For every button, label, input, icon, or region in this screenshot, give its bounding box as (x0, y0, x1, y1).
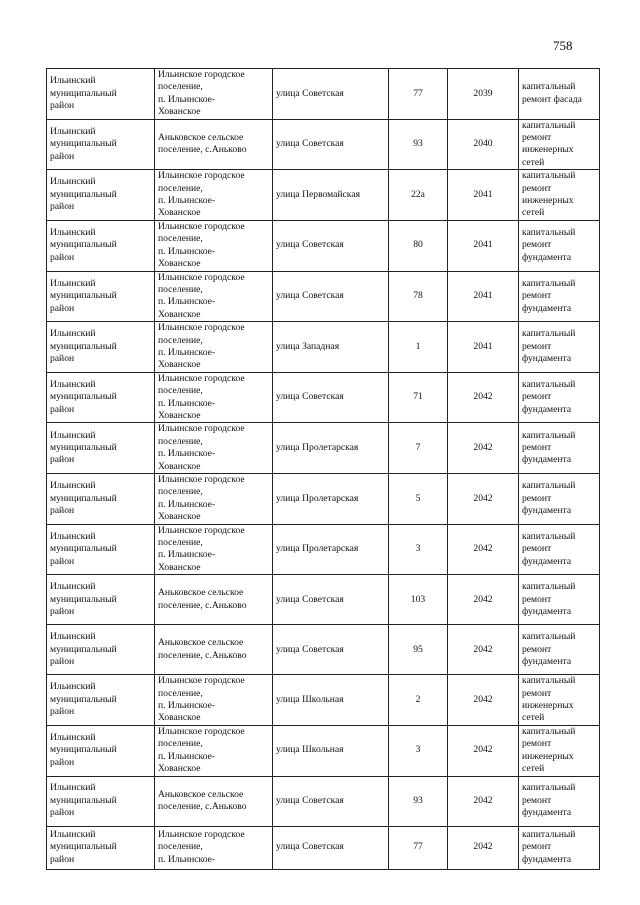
district-cell: Ильинский муниципальный район (47, 474, 155, 525)
year-cell: 2041 (448, 170, 519, 221)
street-cell: улица Западная (273, 322, 389, 373)
year-cell: 2042 (448, 372, 519, 423)
table-row (47, 322, 600, 373)
street-cell: улица Советская (273, 372, 389, 423)
settlement-cell: Аньковское сельское поселение, с.Аньково (155, 776, 273, 826)
year-cell: 2042 (448, 776, 519, 826)
work-type-cell: капитальный ремонт фундамента (519, 524, 600, 575)
table-row (47, 474, 600, 525)
settlement-cell: Ильинское городское поселение, п. Ильинское- Хованское (155, 423, 273, 474)
house-cell: 93 (389, 119, 448, 170)
district-cell: Ильинский муниципальный район (47, 322, 155, 373)
house-cell: 77 (389, 826, 448, 869)
street-cell: улица Первомайская (273, 170, 389, 221)
work-type-cell: капитальный ремонт фундамента (519, 220, 600, 271)
work-type-cell: капитальный ремонт инженерных сетей (519, 675, 600, 726)
table-row (47, 826, 600, 869)
work-type-cell: капитальный ремонт фундамента (519, 575, 600, 625)
table-row (47, 170, 600, 221)
district-cell: Ильинский муниципальный район (47, 524, 155, 575)
year-cell: 2042 (448, 675, 519, 726)
street-cell: улица Советская (273, 271, 389, 322)
table-row (47, 119, 600, 170)
district-cell: Ильинский муниципальный район (47, 776, 155, 826)
house-cell: 80 (389, 220, 448, 271)
district-cell: Ильинский муниципальный район (47, 271, 155, 322)
settlement-cell: Аньковское сельское поселение, с.Аньково (155, 119, 273, 170)
street-cell: улица Советская (273, 826, 389, 869)
settlement-cell: Аньковское сельское поселение, с.Аньково (155, 575, 273, 625)
district-cell: Ильинский муниципальный район (47, 423, 155, 474)
work-type-cell: капитальный ремонт фундамента (519, 474, 600, 525)
street-cell: улица Школьная (273, 675, 389, 726)
street-cell: улица Советская (273, 220, 389, 271)
year-cell: 2042 (448, 625, 519, 675)
street-cell: улица Пролетарская (273, 474, 389, 525)
repair-schedule-table (46, 68, 600, 870)
house-cell: 95 (389, 625, 448, 675)
settlement-cell: Ильинское городское поселение, п. Ильинское- Хованское (155, 372, 273, 423)
work-type-cell: капитальный ремонт инженерных сетей (519, 725, 600, 776)
work-type-cell: капитальный ремонт фундамента (519, 625, 600, 675)
work-type-cell: капитальный ремонт фундамента (519, 423, 600, 474)
house-cell: 71 (389, 372, 448, 423)
work-type-cell: капитальный ремонт фундамента (519, 271, 600, 322)
house-cell: 3 (389, 524, 448, 575)
settlement-cell: Ильинское городское поселение, п. Ильинское- Хованское (155, 524, 273, 575)
table-row (47, 575, 600, 625)
district-cell: Ильинский муниципальный район (47, 119, 155, 170)
year-cell: 2039 (448, 69, 519, 120)
street-cell: улица Пролетарская (273, 423, 389, 474)
settlement-cell: Ильинское городское поселение, п. Ильинское- Хованское (155, 69, 273, 120)
table-row (47, 625, 600, 675)
work-type-cell: капитальный ремонт фундамента (519, 776, 600, 826)
street-cell: улица Советская (273, 119, 389, 170)
year-cell: 2042 (448, 474, 519, 525)
work-type-cell: капитальный ремонт фундамента (519, 826, 600, 869)
settlement-cell: Ильинское городское поселение, п. Ильинское- Хованское (155, 220, 273, 271)
table-row (47, 423, 600, 474)
work-type-cell: капитальный ремонт инженерных сетей (519, 119, 600, 170)
street-cell: улица Советская (273, 69, 389, 120)
settlement-cell: Аньковское сельское поселение, с.Аньково (155, 625, 273, 675)
house-cell: 78 (389, 271, 448, 322)
settlement-cell: Ильинское городское поселение, п. Ильинское- Хованское (155, 474, 273, 525)
district-cell: Ильинский муниципальный район (47, 69, 155, 120)
settlement-cell: Ильинское городское поселение, п. Ильинское- Хованское (155, 725, 273, 776)
year-cell: 2042 (448, 826, 519, 869)
work-type-cell: капитальный ремонт фасада (519, 69, 600, 120)
year-cell: 2042 (448, 524, 519, 575)
table-row (47, 271, 600, 322)
house-cell: 103 (389, 575, 448, 625)
year-cell: 2042 (448, 423, 519, 474)
settlement-cell: Ильинское городское поселение, п. Ильинское- Хованское (155, 675, 273, 726)
settlement-cell: Ильинское городское поселение, п. Ильинское- (155, 826, 273, 869)
table-row (47, 725, 600, 776)
street-cell: улица Школьная (273, 725, 389, 776)
street-cell: улица Советская (273, 575, 389, 625)
district-cell: Ильинский муниципальный район (47, 220, 155, 271)
table-row (47, 220, 600, 271)
district-cell: Ильинский муниципальный район (47, 170, 155, 221)
house-cell: 5 (389, 474, 448, 525)
year-cell: 2041 (448, 271, 519, 322)
settlement-cell: Ильинское городское поселение, п. Ильинское- Хованское (155, 170, 273, 221)
district-cell: Ильинский муниципальный район (47, 575, 155, 625)
street-cell: улица Советская (273, 776, 389, 826)
table-row (47, 524, 600, 575)
district-cell: Ильинский муниципальный район (47, 826, 155, 869)
work-type-cell: капитальный ремонт инженерных сетей (519, 170, 600, 221)
year-cell: 2041 (448, 220, 519, 271)
settlement-cell: Ильинское городское поселение, п. Ильинское- Хованское (155, 271, 273, 322)
house-cell: 2 (389, 675, 448, 726)
house-cell: 77 (389, 69, 448, 120)
street-cell: улица Пролетарская (273, 524, 389, 575)
district-cell: Ильинский муниципальный район (47, 372, 155, 423)
year-cell: 2041 (448, 322, 519, 373)
house-cell: 7 (389, 423, 448, 474)
table-row (47, 675, 600, 726)
page-number: 758 (553, 38, 573, 53)
district-cell: Ильинский муниципальный район (47, 725, 155, 776)
table-row (47, 69, 600, 120)
table-row (47, 776, 600, 826)
house-cell: 93 (389, 776, 448, 826)
district-cell: Ильинский муниципальный район (47, 675, 155, 726)
house-cell: 1 (389, 322, 448, 373)
house-cell: 3 (389, 725, 448, 776)
house-cell: 22а (389, 170, 448, 221)
year-cell: 2042 (448, 575, 519, 625)
table-row (47, 372, 600, 423)
work-type-cell: капитальный ремонт фундамента (519, 372, 600, 423)
year-cell: 2040 (448, 119, 519, 170)
work-type-cell: капитальный ремонт фундамента (519, 322, 600, 373)
settlement-cell: Ильинское городское поселение, п. Ильинское- Хованское (155, 322, 273, 373)
year-cell: 2042 (448, 725, 519, 776)
street-cell: улица Советская (273, 625, 389, 675)
district-cell: Ильинский муниципальный район (47, 625, 155, 675)
